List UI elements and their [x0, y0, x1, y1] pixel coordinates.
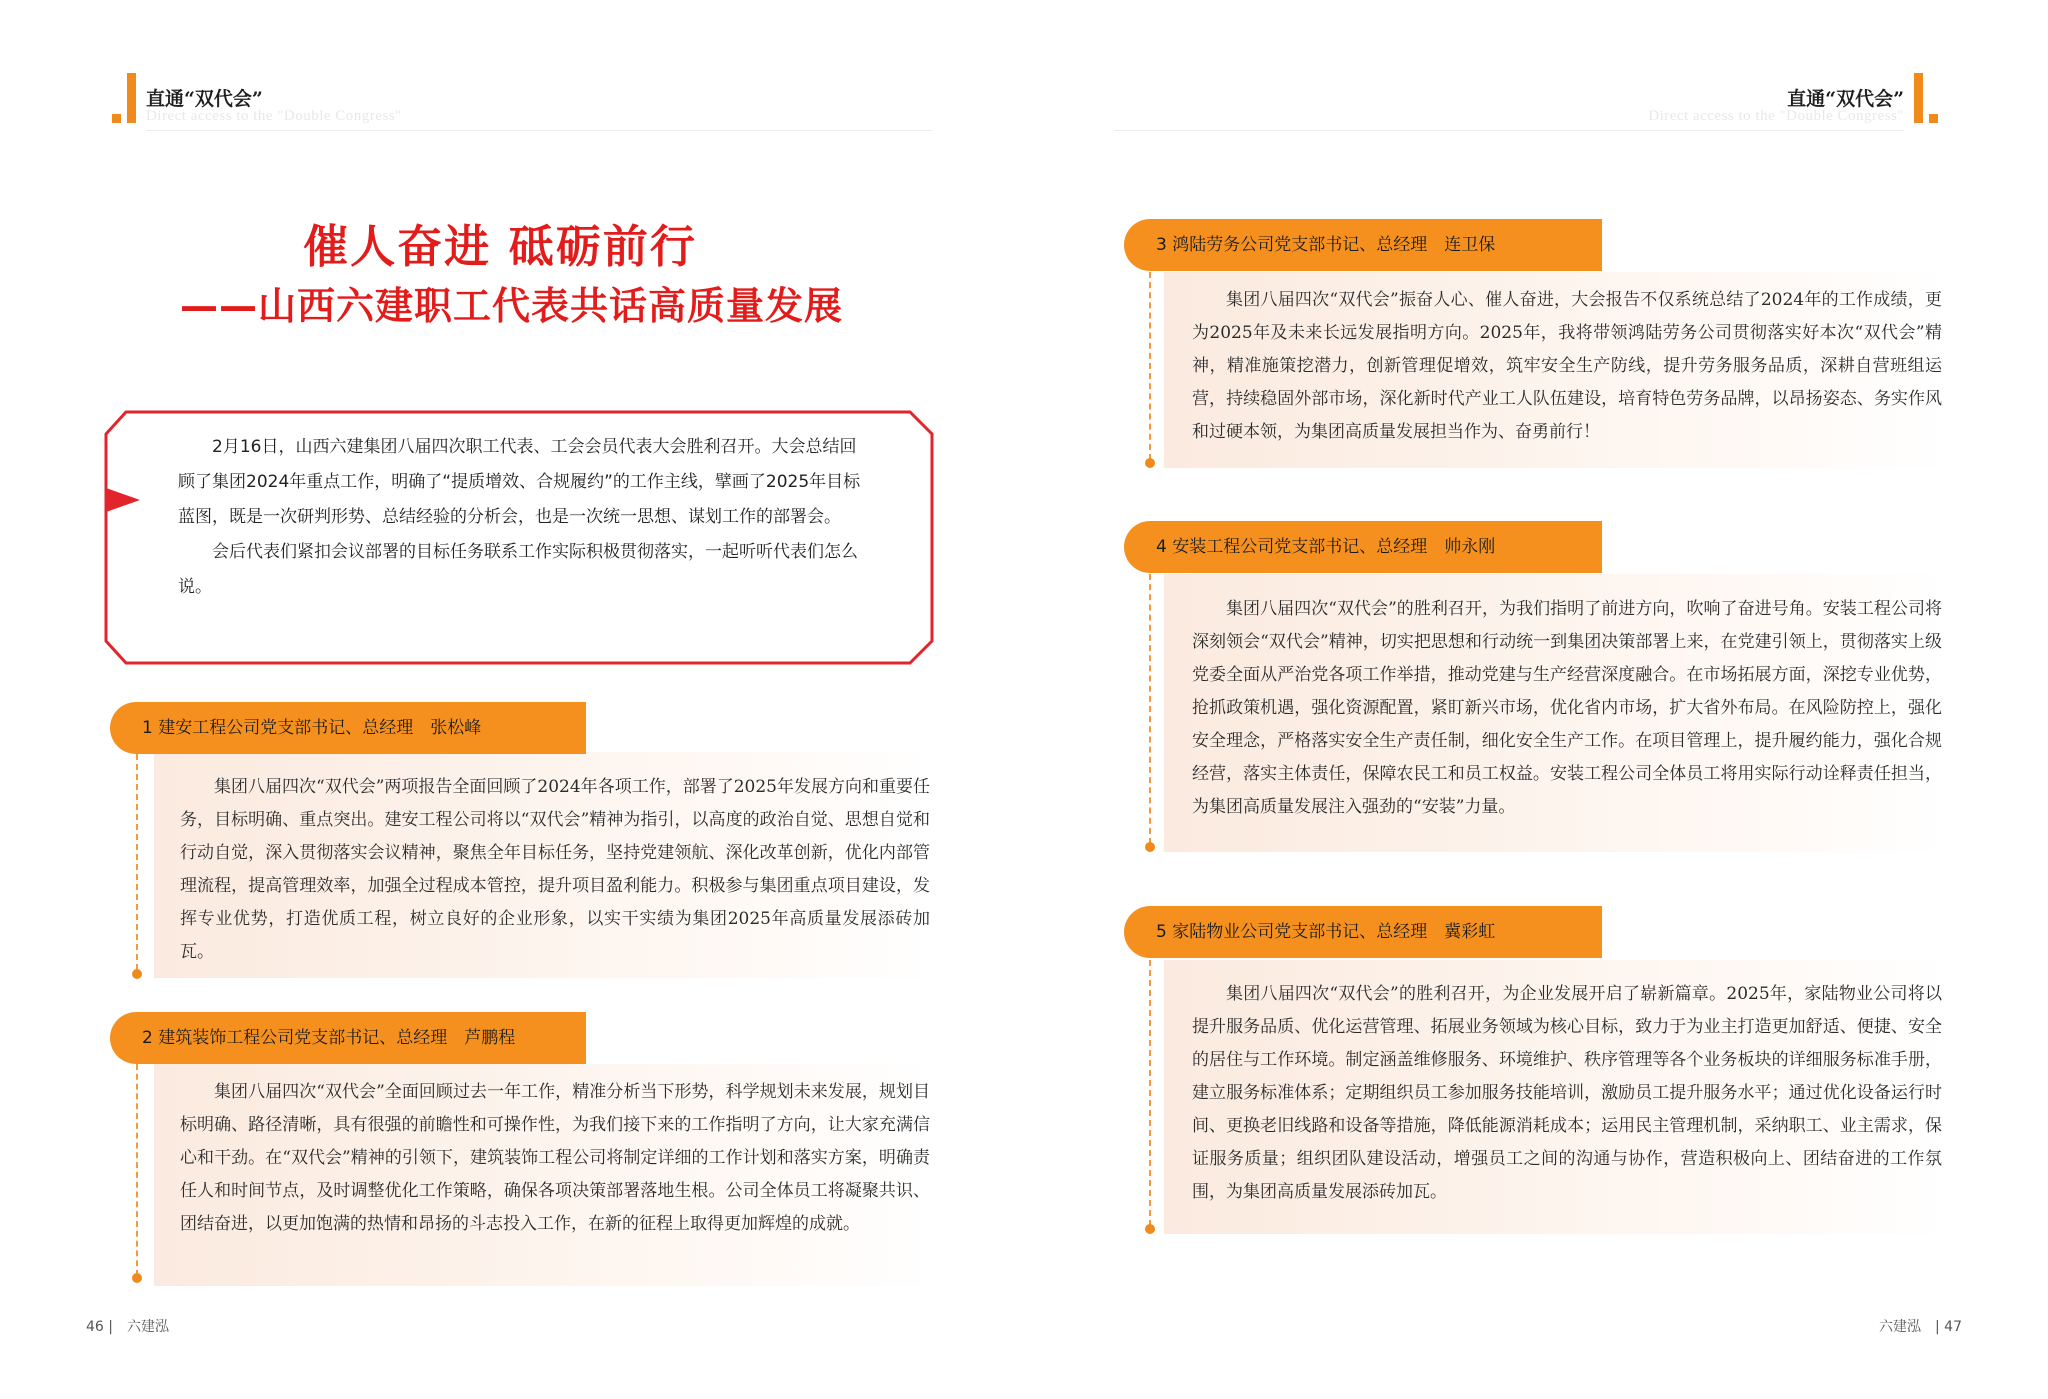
header-accent-dot-right — [1929, 114, 1938, 123]
section-text — [1192, 593, 1942, 824]
dashed-connector — [136, 1064, 138, 1276]
page-number-right: 六建泓 | 47 — [1879, 1319, 1962, 1335]
section-paragraph: 集团八届四次“双代会”全面回顾过去一年工作，精准分析当下形势，科学规划未来发展，规划目标明确、路径清晰，具有很强的前瞻性和可操作性，为我们接下来的工作指明了方向，让大家充满信心和干劲。在“双代会”精神的引领下，建筑装饰工程公司将制定详细的工作计划和落实方案，明确责任人和时间节点，及时调整优化工作策略，确保各项决策部署落地生根。公司全体员工将凝聚共识、团结奋进，以更加饱满的热情和昂扬的斗志投入工作，在新的征程上取得更加辉煌的成就。 — [180, 1082, 930, 1234]
connector-dot — [132, 1273, 142, 1283]
section-text — [180, 1076, 930, 1241]
section-paragraph: 集团八届四次“双代会”振奋人心、催人奋进，大会报告不仅系统总结了2024年的工作成绩，更为2025年及未来长远发展指明方向。2025年，我将带领鸿陆劳务公司贯彻落实好本次“双代会”精神，精准施策挖潜力，创新管理促增效，筑牢安全生产防线，提升劳务服务品质，深耕自营班组运营，持续稳固外部市场，深化新时代产业工人队伍建设，培育特色劳务品牌，以昂扬姿态、务实作风和过硬本领，为集团高质量发展担当作为、奋勇前行！ — [1192, 290, 1942, 442]
page-number-left: 46 | 六建泓 — [86, 1319, 169, 1335]
connector-dot — [1145, 1224, 1155, 1234]
section-paragraph: 集团八届四次“双代会”两项报告全面回顾了2024年各项工作，部署了2025年发展方向和重要任务，目标明确、重点突出。建安工程公司将以“双代会”精神为指引，以高度的政治自觉、思想自觉和行动自觉，深入贯彻落实会议精神，聚焦全年目标任务，坚持党建领航、深化改革创新，优化内部管理流程，提高管理效率，加强全过程成本管控，提升项目盈利能力。积极参与集团重点项目建设，发挥专业优势，打造优质工程，树立良好的企业形象，以实干实绩为集团2025年高质量发展添砖加瓦。 — [180, 777, 930, 962]
header-rule-left — [146, 130, 932, 131]
section-heading: 5 家陆物业公司党支部书记、总经理 冀彩虹 — [1124, 906, 1602, 958]
page-title: 催人奋进 砥砺前行 — [303, 220, 697, 273]
header-accent-bar-right — [1914, 73, 1923, 123]
section-text — [180, 771, 930, 969]
connector-dot — [1145, 458, 1155, 468]
section-paragraph: 集团八届四次“双代会”的胜利召开，为我们指明了前进方向，吹响了奋进号角。安装工程公司将深刻领会“双代会”精神，切实把思想和行动统一到集团决策部署上来，在党建引领上，贯彻落实上级党委全面从严治党各项工作举措，推动党建与生产经营深度融合。在市场拓展方面，深挖专业优势，抢抓政策机遇，强化资源配置，紧盯新兴市场，优化省内市场，扩大省外布局。在风险防控上，强化安全理念，严格落实安全生产责任制，细化安全生产工作。在项目管理上，提升履约能力，强化合规经营，落实主体责任，保障农民工和员工权益。安装工程公司全体员工将用实际行动诠释责任担当，为集团高质量发展注入强劲的“安装”力量。 — [1192, 599, 1942, 817]
connector-dot — [1145, 842, 1155, 852]
page-subtitle: ——山西六建职工代表共话高质量发展 — [180, 284, 844, 328]
header-subtitle-right: Direct access to the "Double Congress" — [1648, 108, 1904, 124]
section-text — [1192, 284, 1942, 449]
header-title-right: 直通“双代会” — [1787, 88, 1904, 110]
intro-paragraph: 会后代表们紧扣会议部署的目标任务联系工作实际积极贯彻落实，一起听听代表们怎么说。 — [178, 542, 858, 597]
intro-text — [178, 430, 864, 605]
header-rule-right — [1114, 130, 1904, 131]
connector-dot — [132, 969, 142, 979]
dashed-connector — [1149, 574, 1151, 844]
dashed-connector — [1149, 272, 1151, 460]
header-title-left: 直通“双代会” — [146, 88, 263, 110]
section-heading: 3 鸿陆劳务公司党支部书记、总经理 连卫保 — [1124, 219, 1602, 271]
header-accent-bar — [127, 73, 136, 123]
header-subtitle-left: Direct access to the "Double Congress" — [146, 108, 402, 124]
section-paragraph: 集团八届四次“双代会”的胜利召开，为企业发展开启了崭新篇章。2025年，家陆物业公司将以提升服务品质、优化运营管理、拓展业务领域为核心目标，致力于为业主打造更加舒适、便捷、安全的居住与工作环境。制定涵盖维修服务、环境维护、秩序管理等各个业务板块的详细服务标准手册，建立服务标准体系；定期组织员工参加服务技能培训，激励员工提升服务水平；通过优化设备运行时间、更换老旧线路和设备等措施，降低能源消耗成本；运用民主管理机制，采纳职工、业主需求，保证服务质量；组织团队建设活动，增强员工之间的沟通与协作，营造积极向上、团结奋进的工作氛围，为集团高质量发展添砖加瓦。 — [1192, 984, 1942, 1202]
dashed-connector — [136, 754, 138, 970]
section-heading: 2 建筑装饰工程公司党支部书记、总经理 芦鹏程 — [110, 1012, 586, 1064]
section-text — [1192, 978, 1942, 1209]
dashed-connector — [1149, 960, 1151, 1226]
header-accent-dot — [112, 114, 121, 123]
section-heading: 4 安装工程公司党支部书记、总经理 帅永刚 — [1124, 521, 1602, 573]
intro-paragraph: 2月16日，山西六建集团八届四次职工代表、工会会员代表大会胜利召开。大会总结回顾了集团2024年重点工作，明确了“提质增效、合规履约”的工作主线，擘画了2025年目标蓝图，既是一次研判形势、总结经验的分析会，也是一次统一思想、谋划工作的部署会。 — [178, 437, 861, 527]
section-heading: 1 建安工程公司党支部书记、总经理 张松峰 — [110, 702, 586, 754]
